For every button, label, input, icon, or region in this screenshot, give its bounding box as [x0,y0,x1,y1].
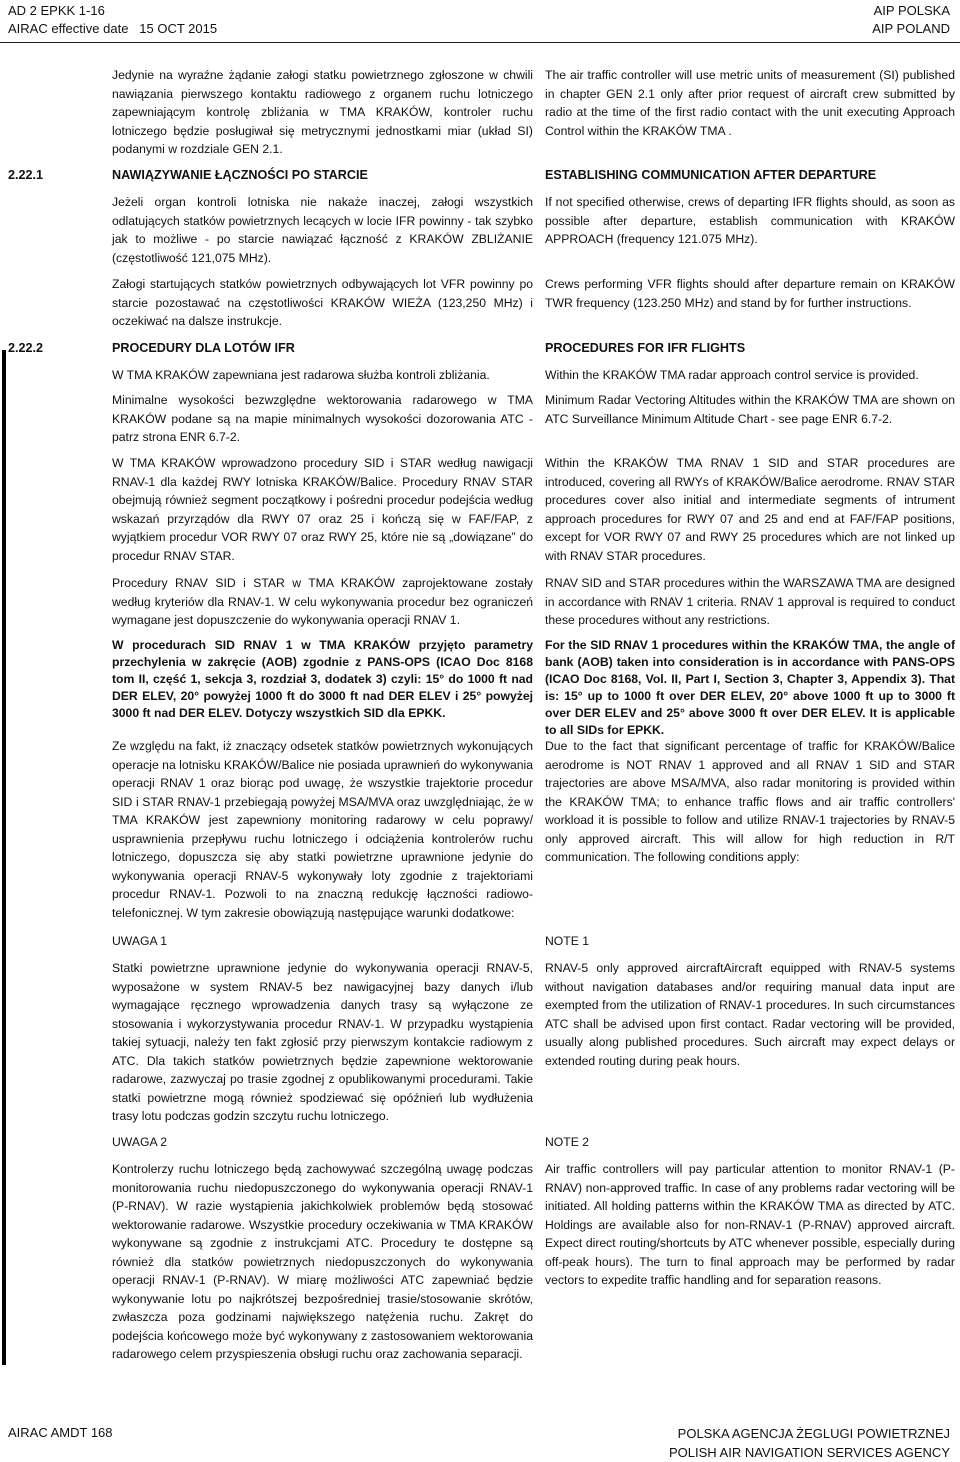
section-number-2-22-2: 2.22.2 [8,341,44,355]
radar-service-text-pl: W TMA KRAKÓW zapewniana jest radarowa służba kontroli zbliżania. [112,368,490,382]
rnav-criteria-text-en: RNAV SID and STAR procedures within the WARSZAWA TMA are designed in accordance with RNAV 1 criteria. RNAV 1 approval is required to conduct these procedures without any restrictions. [545,576,955,627]
airac-label: AIRAC effective date [8,21,129,36]
agency-name-pl: POLSKA AGENCJA ŻEGLUGI POWIETRZNEJ [677,1426,950,1441]
departure-ifr-text-pl: Jeżeli organ kontroli lotniska nie nakaże inaczej, załogi wszystkich odlatujących statków powietrznych lecących w locie IFR powinny - tak szybko jak to możliwe - po starcie nawiązać łączność z KRAKÓW ZBLIŻANIE (częstotliwość 121,075 MHz). [112,195,533,265]
note-2-label-pl: UWAGA 2 [112,1135,168,1149]
note-1-label-pl: UWAGA 1 [112,934,168,948]
note-2-label-en: NOTE 2 [545,1135,590,1149]
airac-date: 15 OCT 2015 [139,21,218,36]
rnav-procedures-text-en: Within the KRAKÓW TMA RNAV 1 SID and STAR procedures are introduced, covering all RWYs of KRAKÓW/Balice aerodrome. RNAV STAR procedures cover also initial and intermediate segments of intrument approach procedures for RWY 07 and 25 and end at FAF/FAP positions, except for VOR RWY 07 and RWY 25 procedures which are not linked up with RNAV STAR procedures. [545,456,955,563]
departure-ifr-text-en: If not specified otherwise, crews of departing IFR flights should, as soon as possible after departure, establish communication with KRAKÓW APPROACH (frequency 121.075 MHz). [545,195,955,246]
section-title-pl-2-22-1: NAWIĄZYWANIE ŁĄCZNOŚCI PO STARCIE [112,168,368,182]
radar-service-text-en: Within the KRAKÓW TMA radar approach control service is provided. [545,368,919,382]
rnav-procedures-text-pl: W TMA KRAKÓW wprowadzono procedury SID i STAR według nawigacji RNAV-1 dla każdej RWY lotniska KRAKÓW/Balice. Procedury RNAV STAR obejmują również segment początkowy i pośredni procedur podejścia według wskazań przyrządów dla RWY 07 oraz 25 i kończą się w FAF/FAP, z wyjątkiem procedur VOR RWY 07 oraz RWY 25, które nie są „dowiązane” do procedur RNAV STAR. [112,456,533,563]
note-1-label-en: NOTE 1 [545,934,590,948]
vectoring-altitudes-text-en: Minimum Radar Vectoring Altitudes within the KRAKÓW TMA are shown on ATC Surveillance Minimum Altitude Chart - see page ENR 6.7-2. [545,393,955,426]
rnav5-conditions-text-pl: Ze względu na fakt, iż znaczący odsetek statków powietrznych wykonujących operacje na lotnisku KRAKÓW/Balice nie posiada uprawnień do wykonywania operacji RNAV 1 oraz biorąc pod uwagę, że wszystkie trajektorie procedur SID i STAR RNAV-1 przebiegają powyżej MSA/MVA oraz uwzględniając, że w TMA KRAKÓW jest zapewniony monitoring radarowy w celu poprawy/ usprawnienia przepływu ruchu lotniczego i odciążenia kontrolerów ruchu lotniczego, dopuszcza się aby statki powietrzne uprawnione jedynie do wykonywania operacji RNAV-5 wykonywały loty zgodnie z trajektoriami procedur RNAV-1. Pozwoli to na znaczną redukcję łączności radiowo-telefonicznej. W tym zakresie obowiązują następujące warunki dodatkowe: [112,739,533,920]
agency-name-en: POLISH AIR NAVIGATION SERVICES AGENCY [668,1445,950,1460]
note-1-text-en: RNAV-5 only approved aircraftAircraft equipped with RNAV-5 systems without navigation databases and/or requiring manual data input are exempted from the utilization of RNAV-1 procedures. In such circumstances ATC shall be advised upon first contact. Radar vectoring will be provided, usually along published procedures. Such aircraft may expect delays or extended routing during peak hours. [545,961,955,1068]
airac-effective [8,20,217,38]
section-title-en-2-22-1: ESTABLISHING COMMUNICATION AFTER DEPARTURE [545,168,877,182]
page-header-left [8,2,217,38]
departure-vfr-text-en: Crews performing VFR flights should after departure remain on KRAKÓW TWR frequency (123.250 MHz) and stand by for further instructions. [545,277,955,310]
page-header-right [872,2,950,38]
section-title-en-2-22-2: PROCEDURES FOR IFR FLIGHTS [545,341,746,355]
change-bar [2,350,6,1365]
section-title-pl-2-22-2: PROCEDURY DLA LOTÓW IFR [112,341,295,355]
airac-amdt: AIRAC AMDT 168 [8,1425,113,1440]
intro-text-pl: Jedynie na wyraźne żądanie załogi statku powietrznego zgłoszone w chwili nawiązania pierwszego kontaktu radiowego z organem ruchu lotniczego zapewniającym kontrolę zbliżania w TMA KRAKÓW, kontroler ruchu lotniczego będzie posługiwał się metrycznymi jednostkami miar (układ SI) podanymi w rozdziale GEN 2.1. [112,68,533,156]
note-1-text-pl: Statki powietrzne uprawnione jedynie do wykonywania operacji RNAV-5, wyposażone w system RNAV-5 bez nawigacyjnej bazy danych i/lub wymagające ręcznego wprowadzenia danych trasy są wyłączone ze stosowania i wykorzystywania procedur RNAV-1. W przypadku wystąpienia takiej sytuacji, należy ten fakt zgłosić przy pierwszym kontakcie radiowym z ATC. Dla takich statków powietrznych będzie zapewnione wektorowanie radarowe, zazwyczaj po trasie zgodnej z opublikowanymi procedurami. Takie statki powietrzne mogą również spodziewać się opóźnień lub wydłużenia trasy lotu podczas godzin szczytu ruchu lotniczego. [112,961,533,1123]
aob-text-en: For the SID RNAV 1 procedures within the KRAKÓW TMA, the angle of bank (AOB) taken into consideration is in accordance with PANS-OPS (ICAO Doc 8168, Vol. II, Part I, Section 3, Chapter 3, Appendix 3). That is: 15° up to 1000 ft over DER ELEV, 20° above 1000 ft up to 3000 ft over DER ELEV and 25° above 3000 ft over DER ELEV. It is applicable to all SIDs for EPKK. [545,638,955,737]
rnav-criteria-text-pl: Procedury RNAV SID i STAR w TMA KRAKÓW zaprojektowane zostały według kryteriów dla RNAV-1. W celu wykonywania procedur bez ograniczeń wymagane jest dopuszczenie do wykonywania operacji RNAV 1. [112,576,533,627]
rnav5-conditions-text-en: Due to the fact that significant percentage of traffic for KRAKÓW/Balice aerodrome is NOT RNAV 1 approved and all RNAV 1 SID and STAR trajectories are above MSA/MVA, also radar monitoring is provided within the KRAKÓW TMA; to enhance traffic flows and air traffic controllers' workload it is possible to follow and utilize RNAV-1 trajectories by RNAV-5 only approved aircraft. This will allow for high reduction in R/T communication. The following conditions apply: [545,739,955,864]
section-number-2-22-1: 2.22.1 [8,168,44,182]
note-2-text-pl: Kontrolerzy ruchu lotniczego będą zachowywać szczególną uwagę podczas monitorowania ruchu niedopuszczonego do wykonywania operacji RNAV-1 (P-RNAV). W razie wystąpienia jakichkolwiek problemów będą stosować wektorowanie radarowe. Wszystkie procedury oczekiwania w TMA KRAKÓW wykonywane są zgodnie z instrukcjami ATC. Procedury te dostępne są również dla statków powietrznych niedopuszczonych do wykonywania operacji RNAV-1 (P-RNAV). W miarę możliwości ATC zapewniać będzie wykonywanie lotu po najkrótszej bezpośredniej trasie/stosowanie skrótów, zwłaszcza poza godzinami największego natężenia ruchu. Zakręt do podejścia końcowego może być wykonywany z zastosowaniem wektorowania radarowego celem przyspieszenia obsługi ruchu oraz zachowania separacji. [112,1162,533,1361]
page-footer-right [669,1424,950,1462]
aip-polska: AIP POLSKA [873,3,950,18]
departure-vfr-text-pl: Załogi startujących statków powietrznych odbywających lot VFR powinny po starcie pozostawać na częstotliwości KRAKÓW WIEŻA (123,250 MHz) i oczekiwać na dalsze instrukcje. [112,277,533,328]
doc-id: AD 2 EPKK 1-16 [8,3,105,18]
vectoring-altitudes-text-pl: Minimalne wysokości bezwzględne wektorowania radarowego w TMA KRAKÓW podane są na mapie minimalnych wysokości dozorowania ATC - patrz strona ENR 6.7-2. [112,393,533,444]
aob-text-pl: W procedurach SID RNAV 1 w TMA KRAKÓW przyjęto parametry przechylenia w zakręcie (AOB) zgodnie z PANS-OPS (ICAO Doc 8168 tom II, część 1, sekcja 3, rozdział 3, dodatek 3) czyli: 15° do 1000 ft nad DER ELEV, 20° powyżej 1000 ft do 3000 ft nad DER ELEV i 25° powyżej 3000 ft nad DER ELEV. Dotyczy wszystkich SID dla EPKK. [112,638,533,720]
aip-poland: AIP POLAND [872,21,950,36]
note-2-text-en: Air traffic controllers will pay particular attention to monitor RNAV-1 (P-RNAV) non-approved traffic. In case of any problems radar vectoring will be initiated. All holding patterns within the KRAKÓW TMA as directed by ATC. Holdings are available also for non-RNAV-1 (P-RNAV) approved aircraft. Expect direct routing/shortcuts by ATC whenever possible, especially during off-peak hours). The turn to final approach may be performed by radar vectors to expedite traffic handling and for separation reasons. [545,1162,955,1287]
intro-text-en: The air traffic controller will use metric units of measurement (SI) published in chapter GEN 2.1 only after prior request of aircraft crew submitted by radio at the time of the first radio contact with the unit executing Approach Control within the KRAKÓW TMA . [545,68,955,138]
header-rule [0,42,960,43]
